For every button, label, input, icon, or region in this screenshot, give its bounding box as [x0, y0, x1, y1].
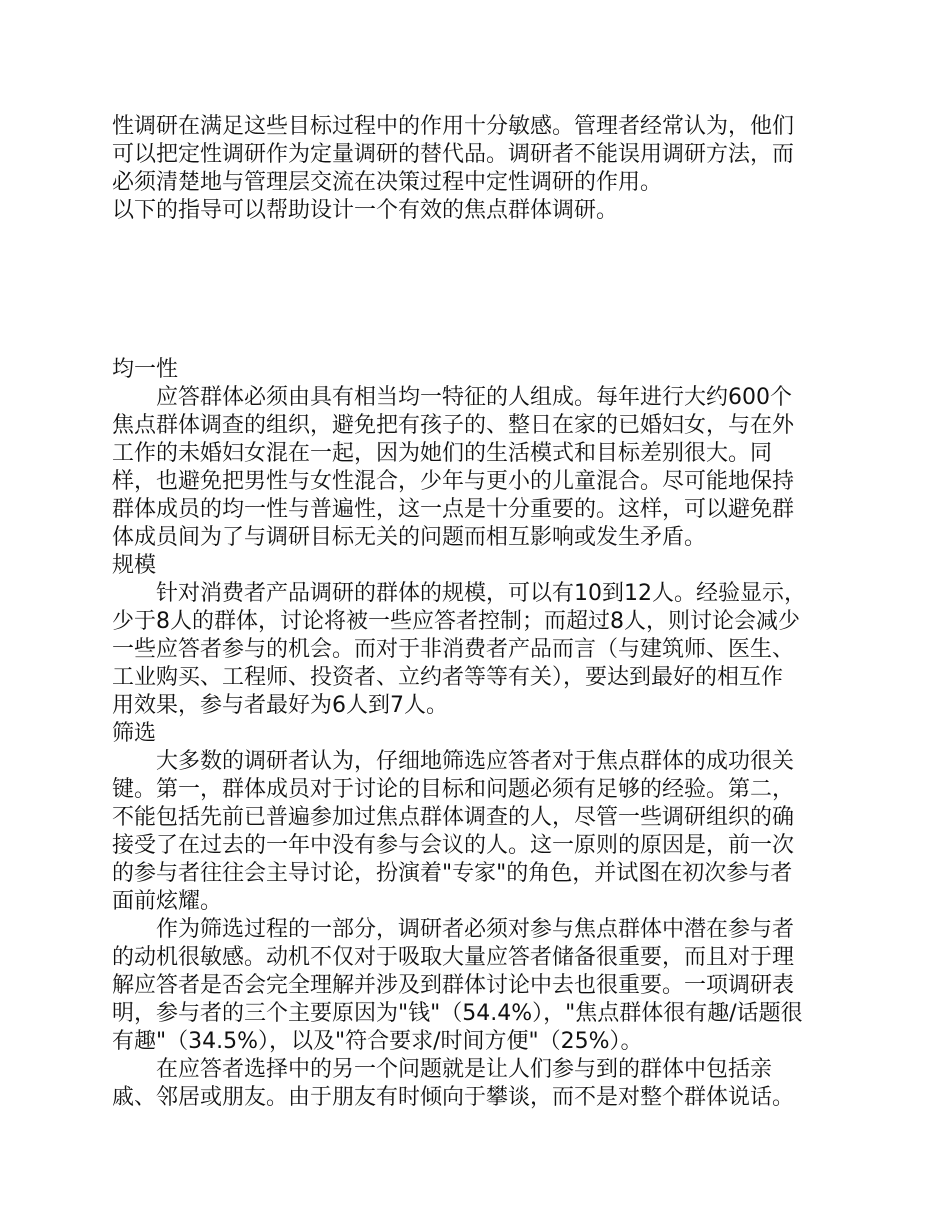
section-paragraph-screening-3: 在应答者选择中的另一个问题就是让人们参与到的群体中包括亲 戚、邻居或朋友。由于朋友有时倾向于攀谈，而不是对整个群体说话。	[112, 1057, 795, 1110]
section-paragraph-size: 针对消费者产品调研的群体的规模，可以有10到12人。经验显示， 少于8人的群体，讨论将被一些应答者控制；而超过8人，则讨论会减少 一些应答者参与的机会。而对于非消费者产品而言（与建筑师、医生、 工业购买、工程师、投资者、立约者等等有关），要达到最好的相互作 用效果，参与者最好为6人到7人。	[112, 581, 806, 718]
section-paragraph-homogeneity: 应答群体必须由具有相当均一特征的人组成。每年进行大约600个 焦点群体调查的组织，避免把有孩子的、整日在家的已婚妇女，与在外 工作的未婚妇女混在一起，因为她们的生活模式和目标差别很大。同 样，也避免把男性与女性混合，少年与更小的儿童混合。尽可能地保持 群体成员的均一性与普遍性，这一点是十分重要的。这样，可以避免群 体成员间为了与调研目标无关的问题而相互影响或发生矛盾。	[112, 385, 795, 550]
section-heading-size: 规模	[112, 553, 157, 578]
section-heading-homogeneity: 均一性	[112, 357, 179, 382]
section-paragraph-screening-1: 大多数的调研者认为，仔细地筛选应答者对于焦点群体的成功很关 键。第一，群体成员对于讨论的目标和问题必须有足够的经验。第二， 不能包括先前已普遍参加过焦点群体调查的人，尽管一些调研组织的确 接受了在过去的一年中没有参与会议的人。这一原则的原因是，前一次 的参与者往往会主导讨论，扮演着"专家"的角色，并试图在初次参与者 面前炫耀。	[112, 749, 795, 914]
section-paragraph-screening-2: 作为筛选过程的一部分，调研者必须对参与焦点群体中潜在参与者 的动机很敏感。动机不仅对于吸取大量应答者储备很重要，而且对于理 解应答者是否会完全理解并涉及到群体讨论中去也很重要。一项调研表 明，参与者的三个主要原因为"钱"（54.4%），"焦点群体很有趣/话题很 有趣"（34.5%），以及"符合要求/时间方便"（25%）。	[112, 917, 803, 1054]
intro-paragraph: 性调研在满足这些目标过程中的作用十分敏感。管理者经常认为，他们 可以把定性调研作为定量调研的替代品。调研者不能误用调研方法，而 必须清楚地与管理层交流在决策过程中定性调研的作用。 以下的指导可以帮助设计一个有效的焦点群体调研。	[112, 114, 795, 223]
section-heading-screening: 筛选	[112, 721, 157, 746]
